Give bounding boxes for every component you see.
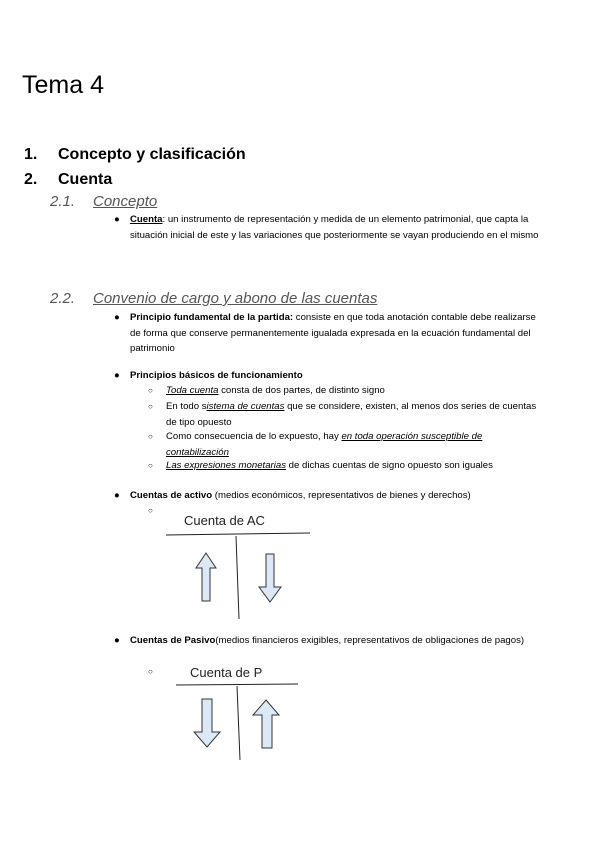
t-account-vertical-line — [236, 536, 239, 619]
section-heading-1 — [24, 146, 246, 164]
section-title: Cuenta — [58, 171, 113, 188]
section-heading-2 — [24, 171, 112, 189]
bullet-icon: ● — [114, 214, 120, 225]
list-item — [166, 383, 546, 399]
t-account-vertical-line — [237, 686, 240, 760]
subsection-title: Concepto — [93, 193, 158, 210]
emphasis: Toda cuenta — [166, 385, 219, 396]
t-account-horizontal-line — [176, 684, 298, 685]
bullet-icon: ● — [114, 490, 120, 501]
t-account-title: Cuenta de AC — [184, 513, 265, 528]
subsection-heading-2-1 — [50, 193, 157, 210]
term-activo: Cuentas de activo — [130, 490, 213, 501]
principio-fundamental — [130, 310, 540, 357]
arrow-up-icon — [253, 700, 279, 748]
list-item — [166, 429, 546, 460]
term-pasivo: Cuentas de Pasivo — [130, 635, 216, 646]
arrow-down-icon — [259, 554, 281, 602]
subsection-heading-2-2 — [50, 290, 377, 307]
t-account-pasivo-diagram — [170, 660, 310, 762]
definition-text: (medios económicos, representativos de bienes y derechos) — [212, 490, 471, 501]
bullet-icon: ● — [114, 312, 120, 323]
emphasis: en toda operación susceptible de contabilización — [166, 431, 483, 458]
arrow-down-icon — [194, 699, 220, 747]
circle-bullet-icon: ○ — [148, 667, 153, 676]
item-text: Como consecuencia de lo expuesto, hay — [166, 431, 342, 442]
item-text: consta de dos partes, de distinto signo — [218, 385, 385, 396]
circle-bullet-icon: ○ — [148, 461, 153, 470]
page-title: Tema 4 — [22, 71, 104, 99]
list-item — [166, 458, 546, 474]
t-account-activo-diagram — [160, 505, 320, 623]
concepto-definition — [130, 212, 540, 243]
subsection-title: Convenio de cargo y abono de las cuentas — [93, 290, 378, 307]
circle-bullet-icon: ○ — [148, 402, 153, 411]
item-text: que se considere, existen, al menos dos series de cuentas de tipo opuesto — [166, 401, 537, 428]
t-account-title: Cuenta de P — [190, 665, 263, 680]
subsection-number: 2.1. — [50, 193, 76, 210]
section-number: 1. — [24, 146, 38, 163]
cuentas-pasivo — [130, 633, 540, 649]
emphasis: Las expresiones monetarias — [166, 460, 286, 471]
circle-bullet-icon: ○ — [148, 386, 153, 395]
term-cuenta: Cuenta — [130, 214, 163, 225]
circle-bullet-icon: ○ — [148, 506, 153, 515]
subsection-number: 2.2. — [50, 290, 76, 307]
item-text: En todo s — [166, 401, 207, 412]
list-item — [166, 399, 546, 430]
bullet-icon: ● — [114, 635, 120, 646]
definition-text: : un instrumento de representación y medida de un elemento patrimonial, que capta la situación inicial de este y las variaciones que posteriormente se vayan produciendo en el mismo — [130, 214, 539, 241]
t-account-horizontal-line — [166, 533, 310, 535]
cuentas-activo — [130, 488, 540, 504]
emphasis: istema de cuentas — [206, 401, 285, 412]
bullet-icon: ● — [114, 370, 120, 381]
term-principio: Principio fundamental de la partida: — [130, 312, 294, 323]
section-title: Concepto y clasificación — [58, 146, 246, 163]
item-text: de dichas cuentas de signo opuesto son iguales — [286, 460, 493, 471]
principios-basicos-heading: Principios básicos de funcionamiento — [130, 370, 303, 381]
circle-bullet-icon: ○ — [148, 432, 153, 441]
section-number: 2. — [24, 171, 38, 188]
arrow-up-icon — [196, 553, 216, 601]
definition-text: consiste en que toda anotación contable debe realizarse de forma que conserve permanentemente igualada expresada en la ecuación fundamental del patrimonio — [130, 312, 536, 354]
definition-text: (medios financieros exigibles, representativos de obligaciones de pagos) — [215, 635, 525, 646]
